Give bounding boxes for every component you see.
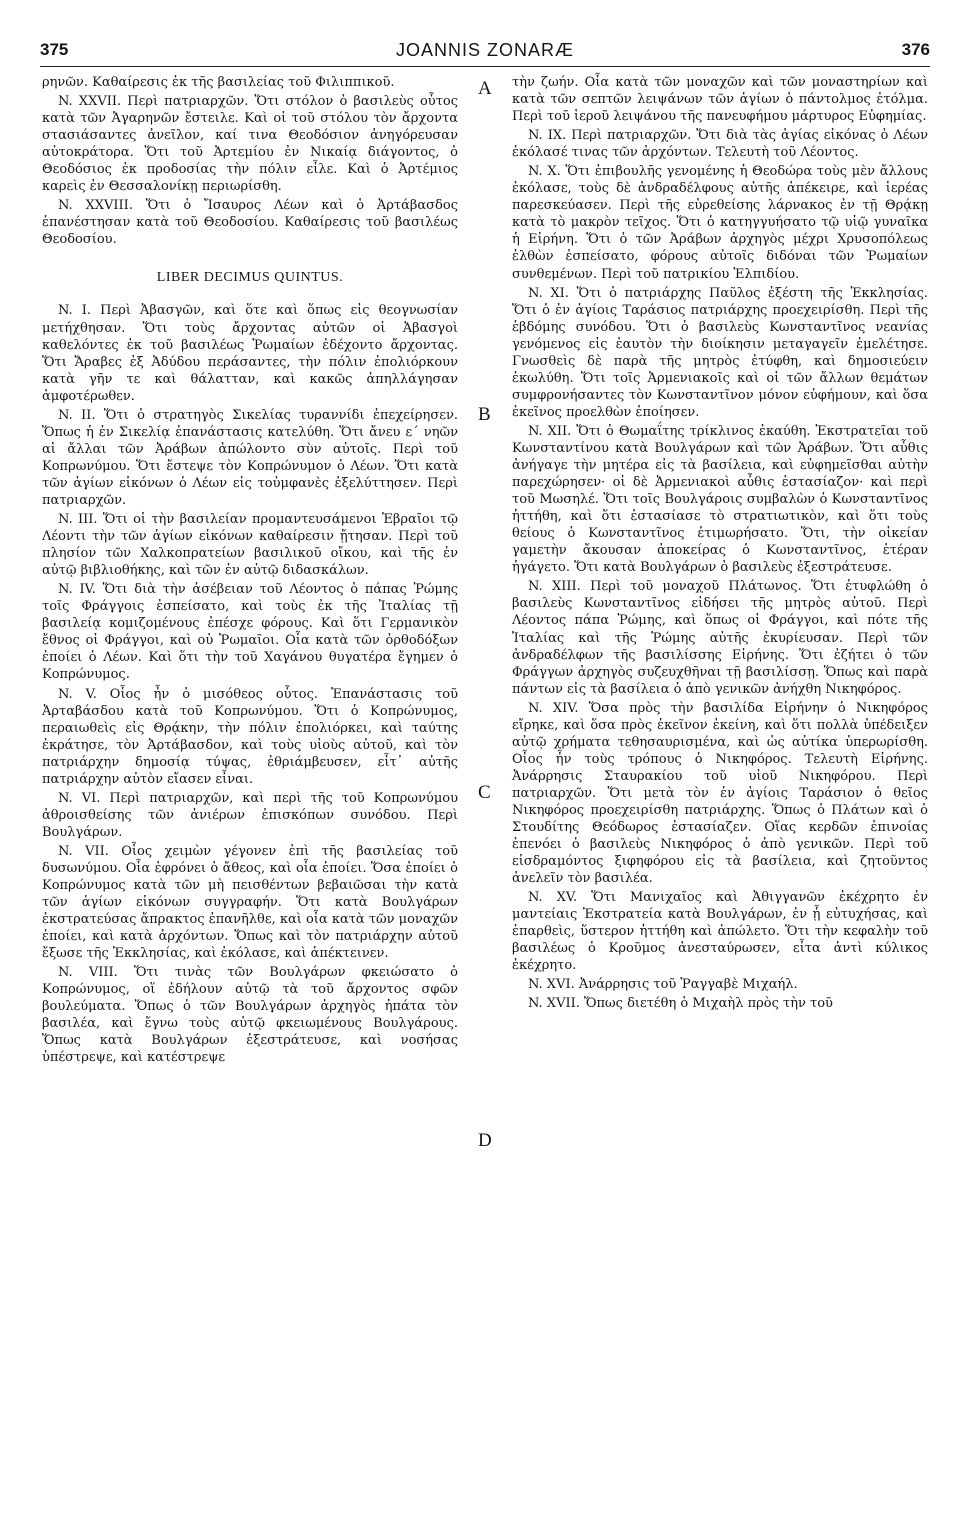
chapter-ix: N. IX. Περὶ πατριαρχῶν. Ὅτι διὰ τὰς ἁγίας εἰκόνας ὁ Λέων ἐκόλασέ τινας τῶν ἀρχόντων. Τελευτὴ τοῦ Λέοντος. [512, 128, 928, 161]
chapter-ii: N. II. Ὅτι ὁ στρατηγὸς Σικελίας τυραννίδι ἐπεχείρησεν. Ὅπως ἡ ἐν Σικελίᾳ ἐπανάστασις κατελύθη. Ὅτι ἄνευ ε΄ νηῶν αἱ ἄλλαι τῶν Ἀράβων ἀπώλοντο σὺν αὐτοῖς. Περὶ τοῦ Κοπρωνύμου. Ὅτι ἔστεψε τὸν Κοπρώνυμον ὁ Λέων. Ὅτι κατὰ τῶν ἁγίων εἰκόνων ὁ Λέων εἰς τοὐμφανὲς ἐξελύττησεν. Περὶ πατριαρχῶν. [42, 407, 458, 508]
chapter-xi: N. XI. Ὅτι ὁ πατριάρχης Παῦλος ἐξέστη τῆς Ἐκκλησίας. Ὅτι ὁ ἐν ἁγίοις Ταράσιος πατριάρχης προεχειρίσθη. Περὶ τῆς ἑβδόμης συνόδου. Ὅτι ὁ βασιλεὺς Κωνσταντῖνος νεανίας γενόμενος εἰς ἑαυτὸν τὴν διοίκησιν μεταγαγεῖν ἐμελέτησε. Γνωσθεὶς δὲ παρὰ τῆς μητρὸς ἐτύφθη, καὶ δημοσιεύειν ἐκωλύθη. Ὅτι τοῖς Ἀρμενιακοῖς καὶ οἱ τῶν ἄλλων θεμάτων συμφρονήσαντες τὸν Κωνσταντῖνον μόνον εὐφήμουν, καὶ ὅσα ἐκεῖνος προελθὼν ἐποίησεν. [512, 285, 928, 420]
paragraph: τὴν ζωήν. Οἷα κατὰ τῶν μοναχῶν καὶ τῶν μοναστηρίων καὶ κατὰ τῶν σεπτῶν λειψάνων τῶν ἁγίων ὁ πάντολμος ἐτόλμα. Περὶ τοῦ ἱεροῦ λειψάνου τῆς πανευφήμου μάρτυρος Εὐφημίας. [512, 75, 928, 125]
right-column [512, 74, 928, 1015]
chapter-vi: N. VI. Περὶ πατριαρχῶν, καὶ περὶ τῆς τοῦ Κοπρωνύμου ἀθροισθείσης τῶν ἀνιέρων ἐπισκόπων συνόδου. Περὶ Βουλγάρων. [42, 790, 458, 840]
margin-marker-d: D [478, 1130, 492, 1151]
page-number-left: 375 [40, 40, 69, 59]
margin-marker-b: B [478, 404, 491, 425]
page-header [40, 40, 930, 67]
chapter-xii: N. XII. Ὅτι ὁ Θωμαΐτης τρίκλινος ἐκαύθη. Ἐκστρατεῖαι τοῦ Κωνσταντίνου κατὰ Βουλγάρων καὶ τῶν Ἀράβων. Ὅτι αὖθις ἀνήγαγε τὴν μητέρα εἰς τὰ βασίλεια, καὶ εὐφημεῖσθαι αὐτὴν παρεχώρησεν· οἱ δὲ Ἀρμενιακοὶ αὖθις ἐστασίαζον· καὶ περὶ τοῦ Μωσηλέ. Ὅτι τοῖς Βουλγάροις συμβαλὼν ὁ Κωνσταντῖνος ἡττήθη, καὶ ὅτι ἐστασίασε τὸ στρατιωτικὸν, καὶ ὅτι τοὺς θείους ὁ Κωνσταντῖνος ἐτιμωρήσατο. Ὅτι, τὴν οἰκείαν γαμετὴν ἄκουσαν ἀποκείρας ὁ Κωνσταντῖνος, ἑτέραν ἠγάγετο. Ὅτι κατὰ Βουλγάρων ὁ βασιλεὺς ἐξεστράτευσε. [512, 423, 928, 576]
chapter-xiv: N. XIV. Ὅσα πρὸς τὴν βασιλίδα Εἰρήνην ὁ Νικηφόρος εἴρηκε, καὶ ὅσα πρὸς ἐκεῖνον ἐκείνη, καὶ ὅτι πολλὰ ὑπέδειξεν αὐτῷ χρήματα τεθησαυρισμένα, καὶ ὡς αὐτίκα ὑπερωρίσθη. Οἷος ἦν τοὺς τρόπους ὁ Νικηφόρος. Τελευτὴ Εἰρήνης. Ἀνάρρησις Σταυρακίου τοῦ υἱοῦ Νικηφόρου. Περὶ πατριαρχῶν. Ὅτι μετὰ τὸν ἐν ἁγίοις Ταράσιον ὁ θεῖος Νικηφόρος προεχειρίσθη πατριάρχης. Ὅπως ὁ Πλάτων καὶ ὁ Στουδίτης Θεόδωρος ἐστασίαζεν. Οἵας κερδῶν ἐπινοίας ἐπενόει ὁ βασιλεὺς Νικηφόρος ὁ ἀπὸ γενικῶν. Περὶ τοῦ εἰσδραμόντος ξιφηφόρου εἰς τὰ βασίλεια, καὶ ζητοῦντος ἀνελεῖν τὸν βασιλέα. [512, 700, 928, 887]
paragraph: ρηνῶν. Καθαίρεσις ἐκ τῆς βασιλείας τοῦ Φιλιππικοῦ. [42, 75, 395, 90]
chapter-xxvii: N. XXVII. Περὶ πατριαρχῶν. Ὅτι στόλον ὁ βασιλεὺς οὗτος κατὰ τῶν Ἀγαρηνῶν ἔστειλε. Καὶ οἱ τοῦ στόλου τὸν ἄρχοντα στασιάσαντες ἀνεῖλον, καί τινα Θεοδόσιον ἀνηγόρευσαν αὐτοκράτορα. Ὅτι τοῦ Ἀρτεμίου ἐν Νικαίᾳ διάγοντος, ὁ Θεοδόσιος ἐκ προδοσίας τὴν πόλιν εἷλε. Καὶ ὁ Ἀρτέμιος καρεὶς ἐν Θεσσαλονίκῃ περιωρίσθη. [42, 94, 458, 195]
chapter-xxviii: N. XXVIII. Ὅτι ὁ Ἴσαυρος Λέων καὶ ὁ Ἀρτάβασδος ἐπανέστησαν κατὰ τοῦ Θεοδοσίου. Καθαίρεσις τοῦ βασιλέως Θεοδοσίου. [42, 198, 458, 248]
chapter-vii: N. VII. Οἷος χειμὼν γέγονεν ἐπὶ τῆς βασιλείας τοῦ δυσωνύμου. Οἷα ἐφρόνει ὁ ἄθεος, καὶ οἷα ἐποίει. Ὅσα ἐποίει ὁ Κοπρώνυμος κατὰ τῶν μὴ πεισθέντων βεβαιῶσαι τὴν κατὰ τῶν ἁγίων εἰκόνων συγγραφήν. Ὅτι κατὰ Βουλγάρων ἐκστρατεύσας ἄπρακτος ἐπανῆλθε, καὶ οἷα κατὰ τῶν μοναχῶν ἐποίει, καὶ κατὰ ἀρχόντων. Ὅπως καὶ τὸν πατριάρχην αὐτοῦ ἔξωσε τῆς Ἐκκλησίας, καὶ ἐκόλασε, καὶ ἀπέκτεινεν. [42, 843, 458, 962]
chapter-xiii: N. XIII. Περὶ τοῦ μοναχοῦ Πλάτωνος. Ὅτι ἐτυφλώθη ὁ βασιλεὺς Κωνσταντῖνος εἰδήσει τῆς μητρὸς αὐτοῦ. Περὶ Λέοντος πάπα Ῥώμης, καὶ ὅπως οἱ Φράγγοι, καὶ πότε τῆς Ἰταλίας καὶ τῆς Ῥώμης αὐτῆς ἐκυρίευσαν. Περὶ τῶν ἀνδραδέλφων τῆς βασιλίσσης Εἰρήνης. Ὅτι ἐζήτει ὁ τῶν Φράγγων ἀρχηγὸς συζευχθῆναι τῇ βασιλίσσῃ. Ὅπως καὶ παρὰ πάντων εἰς τὰ βασίλεια ὁ ἀπὸ γενικῶν ἀνήχθη Νικηφόρος. [512, 579, 928, 697]
chapter-iii: N. III. Ὅτι οἱ τὴν βασιλείαν προμαντευσάμενοι Ἑβραῖοι τῷ Λέοντι τὴν τῶν ἁγίων εἰκόνων καθαίρεσιν ᾔτησαν. Περὶ τοῦ πλησίον τῶν Χαλκοπρατείων βασιλικοῦ οἴκου, καὶ τῆς ἐν αὐτῷ βιβλιοθήκης, καὶ τῶν ἐν αὐτῷ διδασκάλων. [42, 512, 458, 579]
chapter-xv: N. XV. Ὅτι Μανιχαῖος καὶ Ἀθιγγανῶν ἐκέχρητο ἐν μαντείαις Ἐκστρατεία κατὰ Βουλγάρων, ἐν ᾗ εὐτυχήσας, καὶ ἐπαρθεὶς, ὕστερον ἡττήθη καὶ ἀπώλετο. Ὅτι τὴν κεφαλὴν τοῦ βασιλέως ὁ Κροῦμος ἀνεσταύρωσεν, εἶτα ἀντὶ κύλικος ἐκέχρητο. [512, 890, 928, 974]
page-number-right: 376 [901, 40, 930, 59]
chapter-xvi: N. XVI. Ἀνάρρησις τοῦ Ῥαγγαβὲ Μιχαήλ. [528, 977, 798, 993]
margin-marker-c: C [478, 782, 491, 803]
chapter-iv: N. IV. Ὅτι διὰ τὴν ἀσέβειαν τοῦ Λέοντος ὁ πάπας Ῥώμης τοῖς Φράγγοις ἐσπείσατο, καὶ τοὺς ἐκ τῆς Ἰταλίας τῇ βασιλείᾳ κομιζομένους ἐπέσχε φόρους. Καὶ ὅτι Γερμανικὸν ἔθνος οἱ Φράγγοι, καὶ οὐ Ῥωμαῖοι. Οἷα κατὰ τῶν ὀρθοδόξων ἐποίει ὁ Λέων. Καὶ ὅτι τὴν τοῦ Χαγάνου θυγατέρα ἔγημεν ὁ Κοπρώνυμος. [42, 582, 458, 683]
running-title: JOANNIS ZONARÆ [395, 40, 574, 60]
chapter-xvii: N. XVII. Ὅπως διετέθη ὁ Μιχαὴλ πρὸς τὴν τοῦ [528, 996, 833, 1012]
left-column [42, 74, 458, 1069]
chapter-x: N. X. Ὅτι ἐπιβουλῆς γενομένης ἡ Θεοδώρα τοὺς μὲν ἄλλους ἐκόλασε, τοὺς δὲ ἀνδραδέλφους αὐτῆς ἀπέκειρε, καὶ ἱερέας παρεσκεύασεν. Περὶ τῆς εὑρεθείσης λάρνακος ἐν τῇ Θρᾴκῃ κατὰ τὸ μακρὸν τεῖχος. Ὅτι ὁ κατηγγυήσατο τῷ υἱῷ γυναῖκα ἡ Εἰρήνη. Ὅτι ὁ τῶν Ἀράβων ἀρχηγὸς μέχρι Χρυσοπόλεως ἐλθὼν ἐσπείσατο, φόρους αὐτοῖς διδόναι τῶν Ῥωμαίων συνθεμένων. Περὶ τοῦ πατρικίου Ἐλπιδίου. [512, 164, 928, 282]
margin-marker-a: A [478, 78, 492, 99]
chapter-i: N. I. Περὶ Ἀβασγῶν, καὶ ὅτε καὶ ὅπως εἰς θεογνωσίαν μετήχθησαν. Ὅτι τοὺς ἄρχοντας αὐτῶν οἱ Ἀβασγοὶ καθελόντες ἐκ τοῦ βασιλέως Ῥωμαίων ἐδέχοντο ἄρχοντας. Ὅτι Ἄραβες ἐξ Ἀδύδου περάσαντες, τὴν πόλιν ἐπολιόρκουν κατὰ γῆν τε καὶ θάλατταν, καὶ κακῶς ἀπηλλάγησαν ἀμφοτέρωθεν. [42, 303, 458, 404]
chapter-viii: N. VIII. Ὅτι τινὰς τῶν Βουλγάρων φκειώσατο ὁ Κοπρώνυμος, οἵ ἐδήλουν αὐτῷ τὰ τοῦ ἄρχοντος σφῶν βουλεύματα. Ὅπως ὁ τῶν Βουλγάρων ἀρχηγὸς ἠπάτα τὸν βασιλέα, καὶ ἔγνω τοὺς αὐτῷ φκειωμένους Βουλγάρους. Ὅπως κατὰ Βουλγάρων ἐξεστράτευσε, καὶ νοσήσας ὑπέστρεψε, καὶ κατέστρεψε [42, 965, 458, 1066]
book-title: LIBER DECIMUS QUINTUS. [156, 270, 344, 286]
chapter-v: N. V. Οἷος ἦν ὁ μισόθεος οὗτος. Ἐπανάστασις τοῦ Ἀρταβάσδου κατὰ τοῦ Κοπρωνύμου. Ὅτι ὁ Κοπρώνυμος, περαιωθεὶς εἰς Θρᾴκην, τὴν πόλιν ἐπολιόρκει, καὶ ταύτης ἐκράτησε, τὸν Ἀρτάβασδον, καὶ τοὺς υἱοὺς αὐτοῦ, καὶ τὸν πατριάρχην δημοσίᾳ τύψας, ἐθριάμβευσεν, εἶτ᾽ αὐτῆς πατριάρχην αὐτὸν εἴασεν εἶναι. [42, 686, 458, 787]
